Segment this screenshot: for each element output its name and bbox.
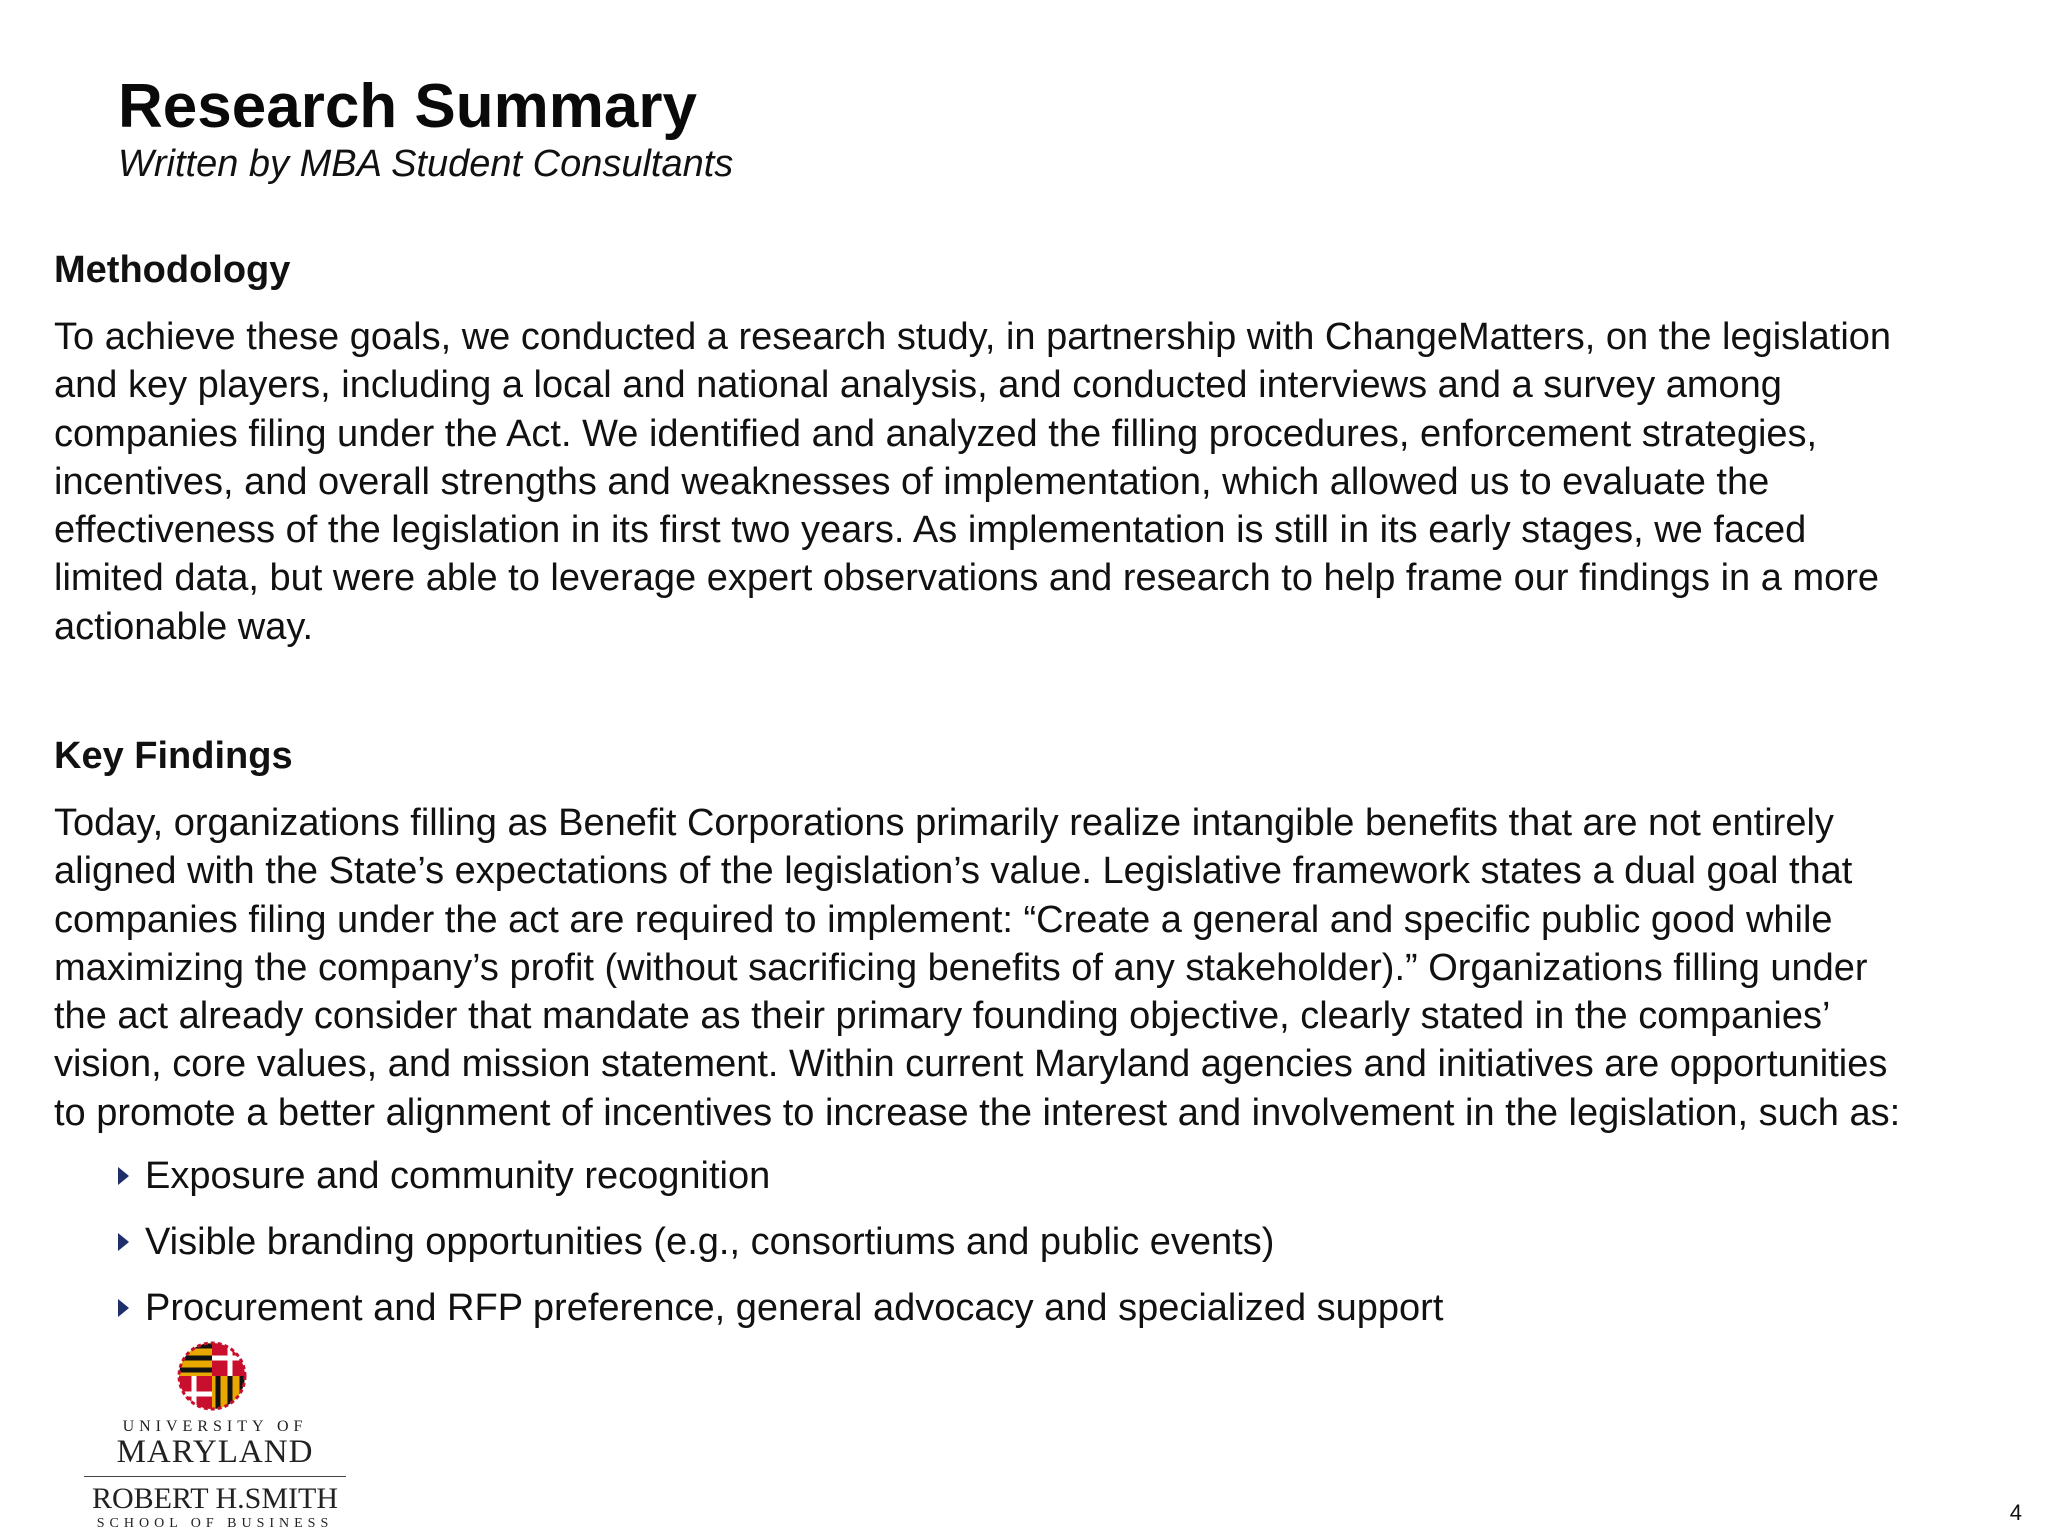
paragraph-line: and key players, including a local and national analysis, and conducted interviews and a survey among [54, 364, 1782, 407]
paragraph-line: To achieve these goals, we conducted a research study, in partnership with ChangeMatters, on the legislation [54, 316, 1892, 358]
paragraph-line: Today, organizations filling as Benefit Corporations primarily realize intangible benefits that are not entirely [54, 802, 1834, 844]
paragraph-line: vision, core values, and mission statement. Within current Maryland agencies and initiatives are opportunities [54, 1043, 1888, 1086]
triangle-bullet-icon [118, 1167, 129, 1185]
page-subtitle: Written by MBA Student Consultants [118, 143, 734, 185]
bullet-text: Visible branding opportunities (e.g., consortiums and public events) [145, 1221, 1275, 1263]
bullet-item [118, 1152, 1443, 1218]
methodology-paragraph [54, 313, 1891, 651]
logo-robert-h-smith: ROBERT H.SMITH [91, 1482, 338, 1515]
paragraph-line: companies filing under the Act. We identified and analyzed the filling procedures, enforcement strategies, [54, 412, 1818, 455]
key-findings-heading: Key Findings [54, 735, 293, 777]
paragraph-line: limited data, but were able to leverage expert observations and research to help frame our findings in a more [54, 557, 1880, 600]
bullet-text: Procurement and RFP preference, general advocacy and specialized support [145, 1287, 1444, 1329]
logo-maryland: MARYLAND [116, 1434, 314, 1470]
bullet-item [118, 1218, 1443, 1284]
triangle-bullet-icon [118, 1233, 129, 1251]
page-title: Research Summary [118, 72, 697, 141]
maryland-flag-seal-icon [176, 1340, 248, 1412]
logo-university-of: UNIVERSITY OF [122, 1418, 308, 1435]
logo-school-of-business: SCHOOL OF BUSINESS [96, 1516, 334, 1531]
paragraph-line: to promote a better alignment of incentives to increase the interest and involvement in the legislation, such as: [54, 1091, 1901, 1134]
methodology-heading: Methodology [54, 249, 291, 291]
paragraph-line: effectiveness of the legislation in its first two years. As implementation is still in its early stages, we faced [54, 509, 1807, 552]
page-number: 4 [2009, 1500, 2022, 1525]
key-findings-paragraph [54, 799, 1900, 1137]
paragraph-line: maximizing the company’s profit (without sacrificing benefits of any stakeholder).” Organizations filling under [54, 946, 1868, 989]
paragraph-line: companies filing under the act are required to implement: “Create a general and specific public good while [54, 898, 1833, 941]
paragraph-line: incentives, and overall strengths and weaknesses of implementation, which allowed us to evaluate the [54, 460, 1770, 503]
triangle-bullet-icon [118, 1299, 129, 1317]
paragraph-line: actionable way. [54, 605, 314, 648]
bullet-text: Exposure and community recognition [145, 1155, 771, 1197]
university-logo [80, 1340, 350, 1530]
paragraph-line: the act already consider that mandate as their primary founding objective, clearly stated in the companies’ [54, 995, 1831, 1038]
findings-bullet-list [118, 1152, 1443, 1350]
logo-divider [84, 1476, 346, 1477]
paragraph-line: aligned with the State’s expectations of the legislation’s value. Legislative framework states a dual goal that [54, 850, 1853, 893]
